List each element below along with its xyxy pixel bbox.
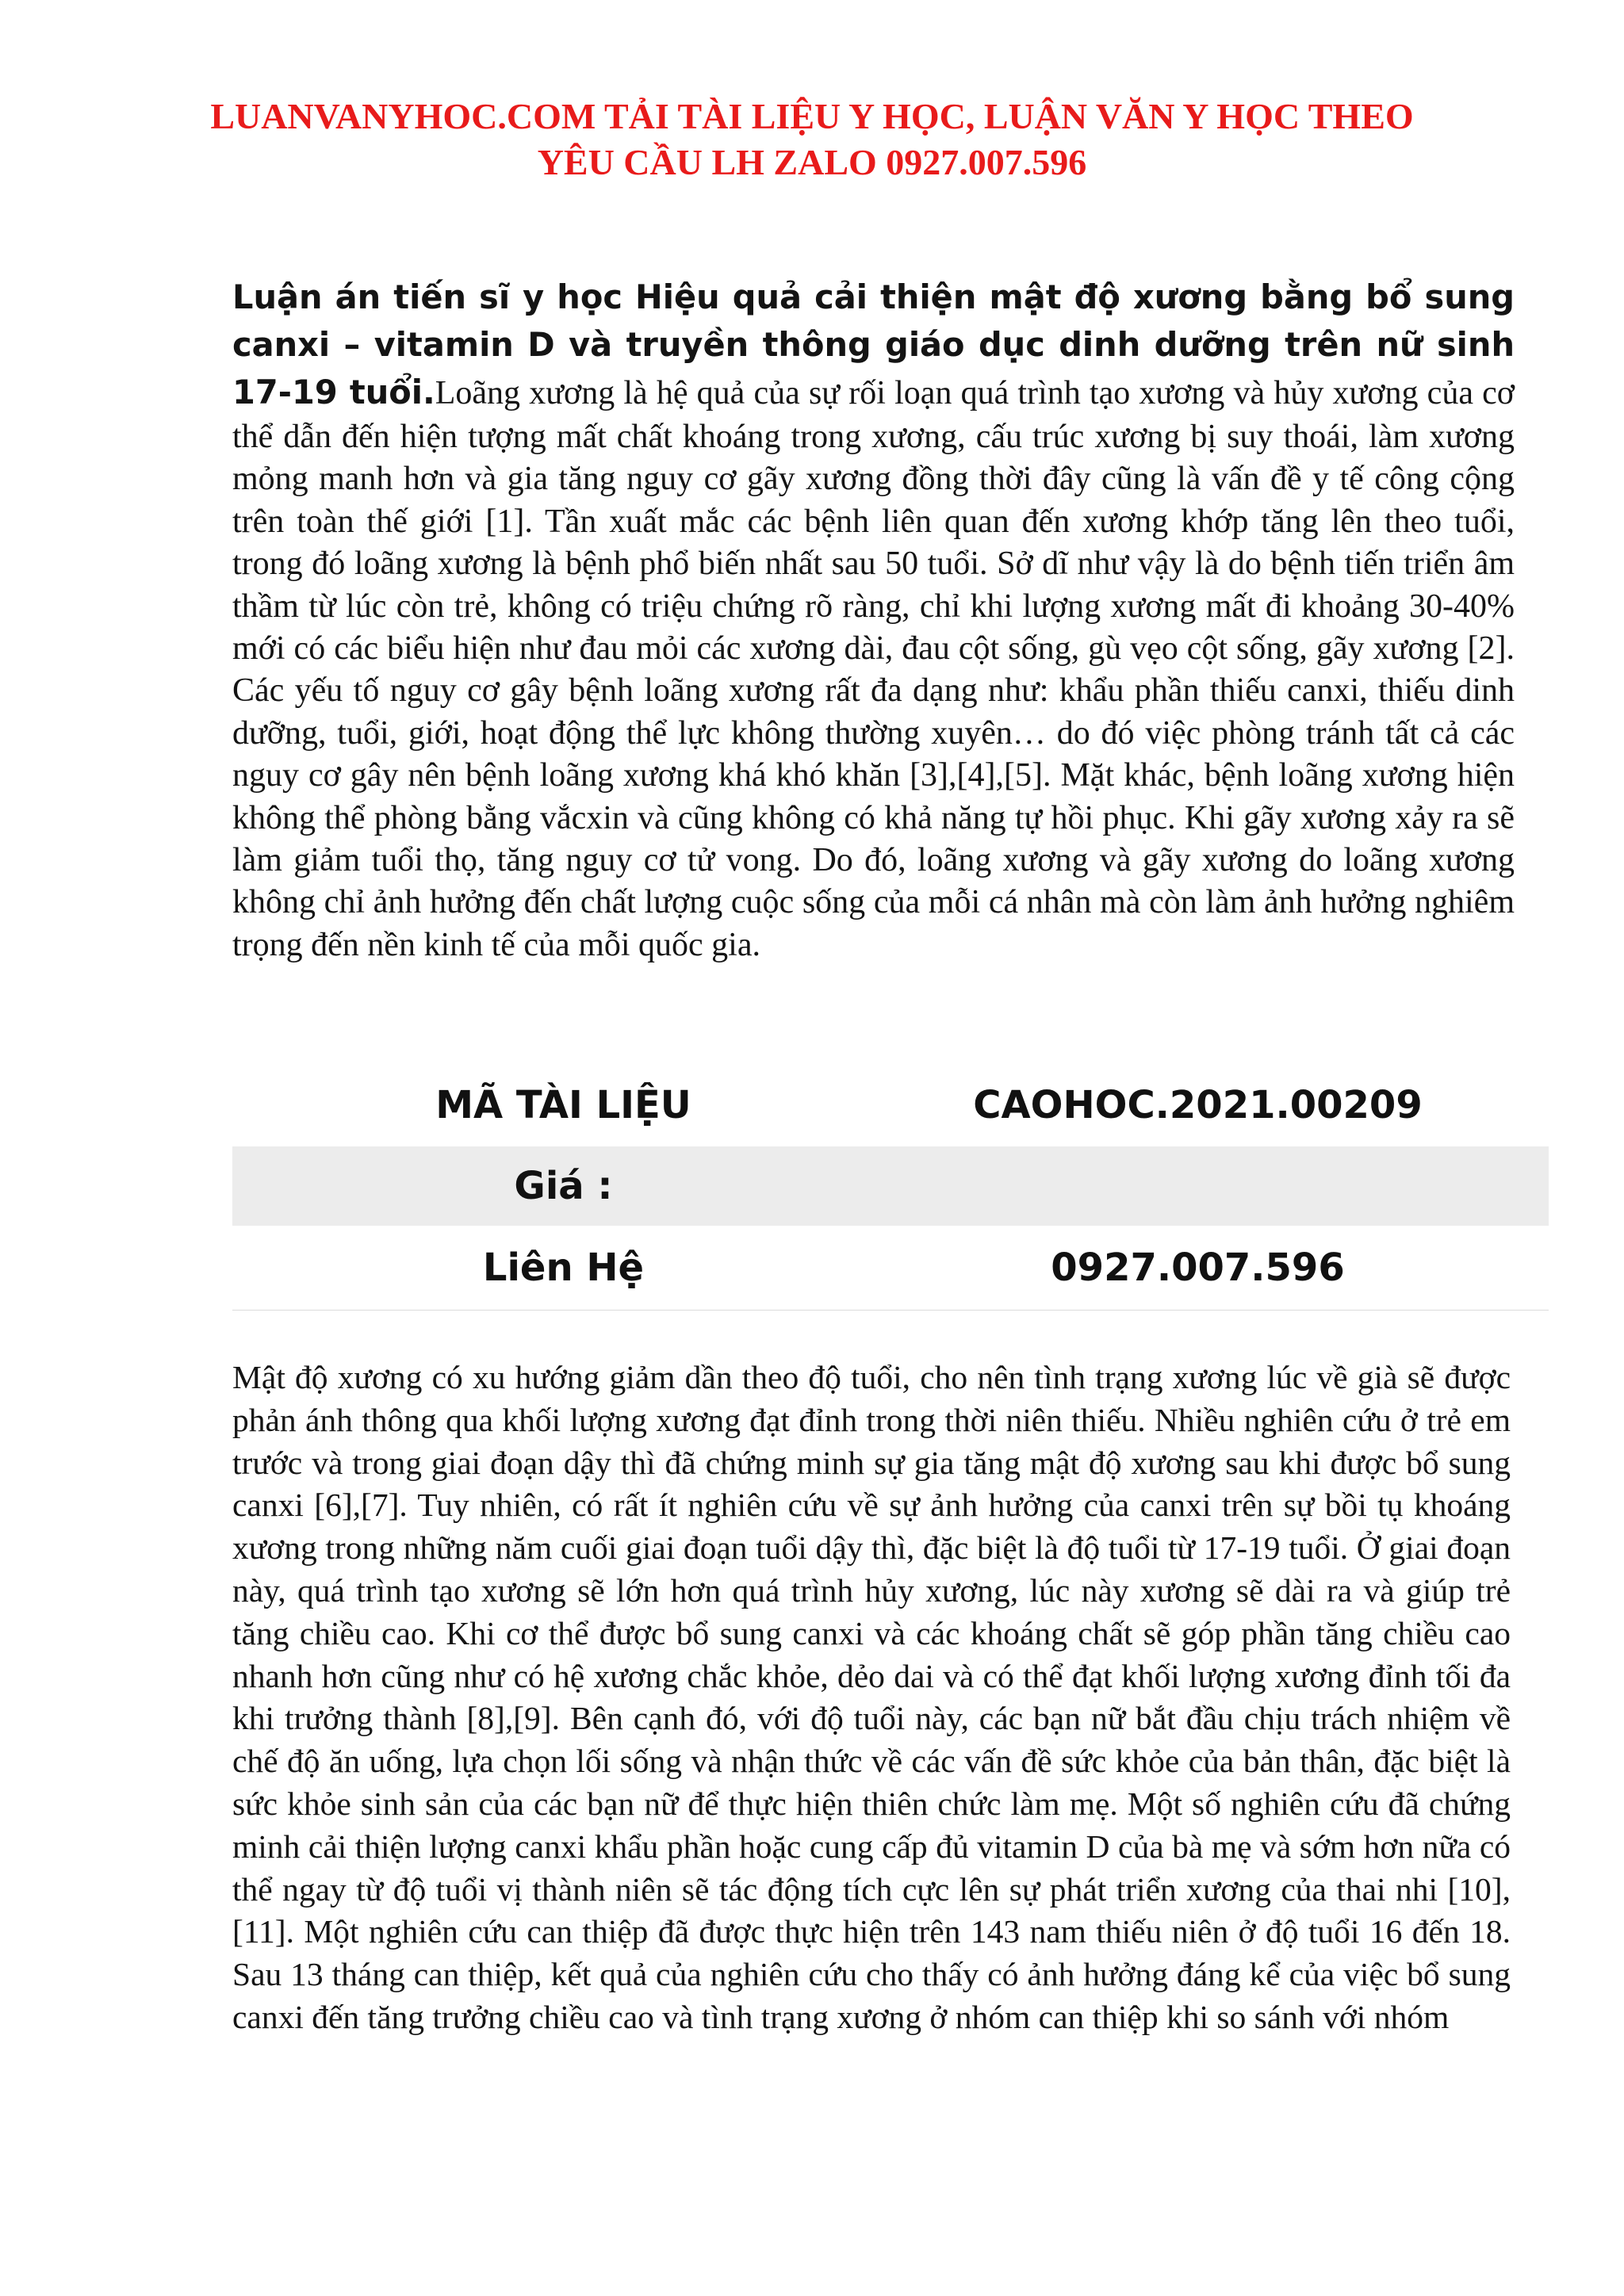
- contact-value: 0927.007.596: [894, 1226, 1549, 1311]
- doc-code-label: MÃ TÀI LIỆU: [435, 1083, 691, 1127]
- contact-label: Liên Hệ: [232, 1226, 894, 1311]
- document-title: Luận án tiến sĩ y học Hiệu quả cải thiện mật độ xương bằng bổ sung canxi – vitamin D và truyền thông giáo dục dinh dưỡng trên nữ sinh 17-19 tuổi.: [232, 277, 1515, 411]
- price-label: Giá :: [232, 1146, 894, 1226]
- info-row-code: [232, 1064, 1549, 1146]
- info-row-contact: [232, 1226, 1549, 1311]
- document-info-table: [232, 1064, 1549, 1311]
- banner-line-2: YÊU CẦU LH ZALO 0927.007.596: [537, 142, 1087, 182]
- info-row-price: [232, 1146, 1549, 1226]
- intro-paragraph: Loãng xương là hệ quả của sự rối loạn quá trình tạo xương và hủy xương của cơ thể dẫn đến hiện tượng mất chất khoáng trong xương, cấu trúc xương bị suy thoái, làm xương mỏng manh hơn và gia tăng nguy cơ gãy xương đồng thời đây cũng là vấn đề y tế công cộng trên toàn thế giới [1]. Tần xuất mắc các bệnh liên quan đến xương khớp tăng lên theo tuổi, trong đó loãng xương là bệnh phổ biến nhất sau 50 tuổi. Sở dĩ như vậy là do bệnh tiến triển âm thầm từ lúc còn trẻ, không có triệu chứng rõ ràng, chỉ khi lượng xương mất đi khoảng 30-40% mới có các biểu hiện như đau mỏi các xương dài, đau cột sống, gù vẹo cột sống, gãy xương [2]. Các yếu tố nguy cơ gây bệnh loãng xương rất đa dạng như: khẩu phần thiếu canxi, thiếu dinh dưỡng, tuổi, giới, hoạt động thể lực không thường xuyên… do đó việc phòng tránh tất cả các nguy cơ gây nên bệnh loãng xương khá khó khăn [3],[4],[5]. Mặt khác, bệnh loãng xương hiện không thể phòng bằng vắcxin và cũng không có khả năng tự hồi phục. Khi gãy xương xảy ra sẽ làm giảm tuổi thọ, tăng nguy cơ tử vong. Do đó, loãng xương và gãy xương do loãng xương không chỉ ảnh hưởng đến chất lượng cuộc sống của mỗi cá nhân mà còn làm ảnh hưởng nghiêm trọng đến nền kinh tế của mỗi quốc gia.: [232, 375, 1515, 963]
- doc-code-value: CAOHOC.2021.00209: [973, 1083, 1423, 1127]
- banner-line-1: LUANVANYHOC.COM TẢI TÀI LIỆU Y HỌC, LUẬN VĂN Y HỌC THEO: [210, 96, 1414, 136]
- body-paragraph: Mật độ xương có xu hướng giảm dần theo độ tuổi, cho nên tình trạng xương lúc về già sẽ được phản ánh thông qua khối lượng xương đạt đỉnh trong thời niên thiếu. Nhiều nghiên cứu ở trẻ em trước và trong giai đoạn dậy thì đã chứng minh sự gia tăng mật độ xương sau khi được bổ sung canxi [6],[7]. Tuy nhiên, có rất ít nghiên cứu về sự ảnh hưởng của canxi trên sự bồi tụ khoáng xương trong những năm cuối giai đoạn tuổi dậy thì, đặc biệt là độ tuổi từ 17-19 tuổi. Ở giai đoạn này, quá trình tạo xương sẽ lớn hơn quá trình hủy xương, lúc này xương sẽ dài ra và giúp trẻ tăng chiều cao. Khi cơ thể được bổ sung canxi và các khoáng chất sẽ góp phần tăng chiều cao nhanh hơn cũng như có hệ xương chắc khỏe, dẻo dai và có thể đạt khối lượng xương đỉnh tối đa khi trưởng thành [8],[9]. Bên cạnh đó, với độ tuổi này, các bạn nữ bắt đầu chịu trách nhiệm về chế độ ăn uống, lựa chọn lối sống và nhận thức về các vấn đề sức khỏe của bản thân, đặc biệt là sức khỏe sinh sản của các bạn nữ để thực hiện thiên chức làm mẹ. Một số nghiên cứu đã chứng minh cải thiện lượng canxi khẩu phần hoặc cung cấp đủ vitamin D của bà mẹ và sớm hơn nữa có thể ngay từ độ tuổi vị thành niên sẽ tác động tích cực lên sự phát triển xương của thai nhi [10],[11]. Một nghiên cứu can thiệp đã được thực hiện trên 143 nam thiếu niên ở độ tuổi 16 đến 18. Sau 13 tháng can thiệp, kết quả của nghiên cứu cho thấy có ảnh hưởng đáng kể của việc bổ sung canxi đến tăng trưởng chiều cao và tình trạng xương ở nhóm can thiệp khi so sánh với nhóm: [232, 1359, 1511, 2035]
- intro-section: [232, 274, 1515, 966]
- header-banner: [119, 94, 1505, 186]
- price-value: [894, 1146, 1549, 1226]
